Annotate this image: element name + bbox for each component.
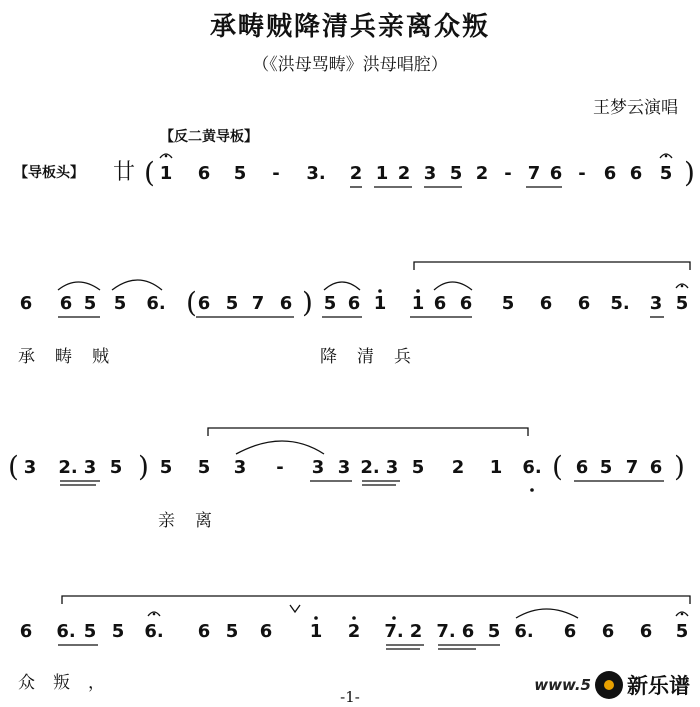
fermata-mark	[676, 284, 688, 288]
fermata-mark	[148, 612, 160, 616]
fermata-dot	[681, 613, 684, 616]
close-paren: )	[302, 286, 313, 319]
note: 6	[279, 293, 293, 314]
note: 1	[375, 163, 389, 184]
note: 6.	[56, 621, 76, 642]
note: 6.	[514, 621, 534, 642]
note: 6	[603, 163, 617, 184]
note: 5	[225, 293, 239, 314]
note: 3	[385, 457, 399, 478]
note: -	[504, 163, 512, 184]
note: 5	[449, 163, 463, 184]
slur-mark	[112, 280, 162, 290]
note: 2	[451, 457, 465, 478]
note: 5	[501, 293, 515, 314]
phrase-bracket	[414, 262, 690, 270]
note: 6	[459, 293, 473, 314]
note: 6	[19, 293, 33, 314]
note: -	[276, 457, 284, 478]
note: 1	[373, 293, 387, 314]
fermata-mark	[660, 154, 672, 158]
fermata-dot	[665, 155, 668, 158]
note: 3	[23, 457, 37, 478]
note: 3.	[306, 163, 326, 184]
close-paren: )	[674, 450, 685, 483]
note: 6.	[144, 621, 164, 642]
open-paren: (	[8, 450, 19, 483]
lyrics-line-4: 众叛，	[18, 673, 123, 693]
note: 2	[409, 621, 423, 642]
song-title: 承畴贼降清兵亲离众叛	[209, 12, 490, 42]
note: 3	[233, 457, 247, 478]
note: 6	[347, 293, 361, 314]
slur-mark	[324, 282, 360, 290]
note: 5	[111, 621, 125, 642]
note: 2	[347, 621, 361, 642]
phrase-bracket	[208, 428, 528, 436]
note: 6	[259, 621, 273, 642]
score-line-2	[0, 286, 700, 332]
note: 5	[675, 621, 689, 642]
note: 6	[649, 457, 663, 478]
note: 3	[83, 457, 97, 478]
watermark-brand: 新乐谱	[627, 674, 690, 698]
note: 2	[475, 163, 489, 184]
note: 6	[433, 293, 447, 314]
note: 5	[83, 621, 97, 642]
note: 6	[629, 163, 643, 184]
note: 5	[675, 293, 689, 314]
close-paren: )	[684, 156, 695, 189]
open-paren: (	[552, 450, 563, 483]
score-line-3	[0, 450, 700, 496]
watermark-url: www.5	[534, 676, 591, 694]
note: 7.	[384, 621, 404, 642]
note: 2.	[360, 457, 380, 478]
note: 5	[109, 457, 123, 478]
note: 6	[197, 293, 211, 314]
fermata-mark	[160, 154, 172, 158]
slur-mark	[434, 282, 472, 290]
phrase-bracket	[62, 596, 690, 604]
note: 1	[309, 621, 323, 642]
note: -	[578, 163, 586, 184]
note: 6	[197, 163, 211, 184]
note: 6	[639, 621, 653, 642]
slur-mark	[58, 282, 100, 290]
fermata-dot	[153, 613, 156, 616]
song-subtitle: （《洪母骂畴》洪母唱腔）	[252, 55, 448, 75]
note: 2.	[58, 457, 78, 478]
lyrics-line-3: 亲离	[158, 511, 232, 531]
note: 6	[601, 621, 615, 642]
note: 1	[411, 293, 425, 314]
note: 6	[563, 621, 577, 642]
note: 2	[397, 163, 411, 184]
note: 7	[251, 293, 265, 314]
note: 1	[159, 163, 173, 184]
note: 3	[423, 163, 437, 184]
intro-symbol: 廿	[113, 160, 136, 185]
note: 6	[539, 293, 553, 314]
note: -	[272, 163, 280, 184]
open-paren: (	[144, 156, 155, 189]
note: 6.	[522, 457, 542, 478]
performer-credit: 王梦云演唱	[593, 98, 678, 118]
note: 7	[625, 457, 639, 478]
note: 5	[113, 293, 127, 314]
score-line-4	[0, 620, 700, 660]
fermata-dot	[681, 285, 684, 288]
note: 5	[323, 293, 337, 314]
intro-label: 【导板头】	[14, 165, 84, 181]
note: 6	[19, 621, 33, 642]
note: 3	[311, 457, 325, 478]
note: 5	[225, 621, 239, 642]
note: 6	[549, 163, 563, 184]
lyrics-line-2a: 承畴贼	[18, 347, 129, 367]
note: 3	[649, 293, 663, 314]
note: 6	[197, 621, 211, 642]
breath-mark	[290, 605, 300, 612]
vinyl-record-icon	[595, 671, 623, 699]
note: 5	[411, 457, 425, 478]
note: 6	[577, 293, 591, 314]
note: 1	[489, 457, 503, 478]
tempo-mark: 【反二黄导板】	[160, 129, 258, 145]
note: 5	[233, 163, 247, 184]
fermata-dot	[165, 155, 168, 158]
note: 5	[197, 457, 211, 478]
note: 5	[83, 293, 97, 314]
note: 6	[461, 621, 475, 642]
open-paren: (	[186, 286, 197, 319]
note: 3	[337, 457, 351, 478]
note: 5.	[610, 293, 630, 314]
close-paren: )	[138, 450, 149, 483]
note: 7	[527, 163, 541, 184]
note: 5	[599, 457, 613, 478]
lyrics-line-2b: 降清兵	[320, 347, 431, 367]
note: 6	[575, 457, 589, 478]
fermata-mark	[676, 612, 688, 616]
note: 5	[159, 457, 173, 478]
page-number: -1-	[340, 688, 360, 706]
note: 7.	[436, 621, 456, 642]
note: 5	[487, 621, 501, 642]
watermark	[534, 668, 690, 702]
note: 6	[59, 293, 73, 314]
note: 6.	[146, 293, 166, 314]
note: 2	[349, 163, 363, 184]
slur-mark	[516, 609, 578, 618]
note: 5	[659, 163, 673, 184]
score-line-1	[0, 156, 700, 202]
slur-mark	[236, 441, 324, 454]
